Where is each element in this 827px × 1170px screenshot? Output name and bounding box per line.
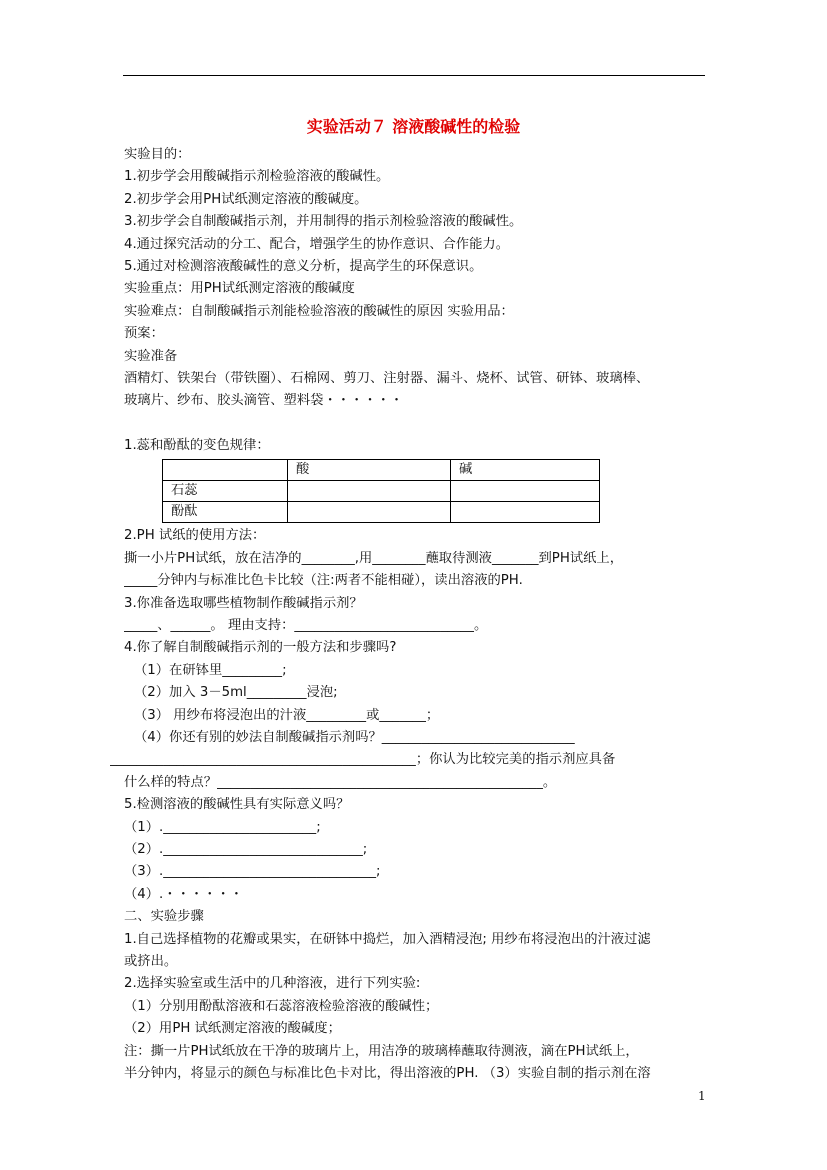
color-change-table [162, 459, 600, 523]
text-line: （2）.______________________________; [124, 841, 368, 857]
text-line: 2.选择实验室或生活中的几种溶液，进行下列实验: [124, 976, 421, 992]
table-cell [163, 460, 288, 481]
text-line: （3）.________________________________; [124, 864, 381, 880]
table-cell: 酚酞 [163, 502, 288, 523]
text-line: ______________________________________________；你认为比较完美的指示剂应具备 [110, 752, 616, 768]
text-line: 1.初步学会用酸碱指示剂检验溶液的酸碱性。 [124, 169, 390, 185]
blank-line [124, 413, 708, 435]
table-row [163, 502, 600, 523]
text-line: 5.通过对检测溶液酸碱性的意义分析，提高学生的环保意识。 [124, 259, 483, 275]
text-line: 2.PH 试纸的使用方法： [124, 528, 266, 544]
table-row [163, 481, 600, 502]
text-line: （1）在研钵里_________; [134, 662, 287, 678]
text-line: 1.自己选择植物的花瓣或果实，在研钵中捣烂，加入酒精浸泡; 用纱布将浸泡出的汁液过滤 [124, 931, 651, 947]
table-cell: 碱 [451, 460, 600, 481]
text-line: 或挤出。 [124, 954, 178, 969]
text-line: 实验准备 [124, 348, 178, 364]
section-heading: 二、实验步骤 [124, 909, 204, 925]
text-line: （1）._______________________; [124, 819, 321, 835]
text-line: 3.你准备选取哪些植物制作酸碱指示剂？ [124, 595, 363, 611]
document-title: 实验活动７ 溶液酸碱性的检验 [306, 117, 521, 136]
table-cell [451, 502, 600, 523]
text-line: _____、______。 理由支持：___________________________。 [124, 617, 488, 633]
text-line: 2.初步学会用PH试纸测定溶液的酸碱度。 [124, 191, 368, 207]
text-line: （4）你还有别的妙法自制酸碱指示剂吗？_____________________________ [134, 729, 575, 745]
table-cell [288, 502, 451, 523]
table-cell: 酸 [288, 460, 451, 481]
text-line: （3） 用纱布将浸泡出的汁液_________或_______； [134, 707, 440, 723]
table-heading: 1.蕊和酚酞的变色规律： [124, 437, 270, 453]
text-line: 实验重点：用PH试纸测定溶液的酸碱度 [124, 281, 355, 297]
text-line: 5.检测溶液的酸碱性具有实际意义吗？ [124, 797, 350, 813]
text-line: 撕一小片PH试纸，放在洁净的________,用________蘸取待测液_______到PH试纸上， [124, 550, 624, 566]
text-line: 酒精灯、铁架台（带铁圈）、石棉网、剪刀、注射器、漏斗、烧杯、试管、研钵、玻璃棒、 [124, 371, 650, 387]
text-line: 实验目的： [124, 147, 191, 162]
text-line: 半分钟内，将显示的颜色与标准比色卡对比，得出溶液的PH. （3）实验自制的指示剂在溶 [124, 1066, 651, 1082]
text-line: 实验难点：自制酸碱指示剂能检验溶液的酸碱性的原因 实验用品： [124, 303, 514, 319]
page-number: 1 [698, 1089, 706, 1103]
text-line: （4）.・・・・・・ [124, 886, 244, 902]
header-rule [123, 75, 705, 76]
text-line: （2）用PH 试纸测定溶液的酸碱度； [124, 1021, 341, 1037]
text-line: 4.通过探究活动的分工、配合，增强学生的协作意识、合作能力。 [124, 236, 509, 252]
document-body [110, 144, 708, 1085]
text-line: 预案： [124, 326, 164, 342]
text-line: （1）分别用酚酞溶液和石蕊溶液检验溶液的酸碱性； [124, 998, 439, 1014]
text-line: 玻璃片、纱布、胶头滴管、塑料袋・・・・・・ [124, 393, 404, 409]
table-cell [451, 481, 600, 502]
table-cell: 石蕊 [163, 481, 288, 502]
text-line: 注：撕一片PH试纸放在干净的玻璃片上，用洁净的玻璃棒蘸取待测液，滴在PH试纸上， [124, 1043, 639, 1059]
text-line: 什么样的特点？_________________________________________________。 [124, 774, 557, 790]
table-header-row [163, 460, 600, 481]
text-line: （2）加入 3－5ml_________浸泡; [134, 685, 338, 701]
text-line: 4.你了解自制酸碱指示剂的一般方法和步骤吗? [124, 640, 397, 656]
text-line: _____分钟内与标准比色卡比较（注:两者不能相碰），读出溶液的PH. [124, 573, 523, 589]
text-line: 3.初步学会自制酸碱指示剂，并用制得的指示剂检验溶液的酸碱性。 [124, 214, 523, 230]
table-cell [288, 481, 451, 502]
